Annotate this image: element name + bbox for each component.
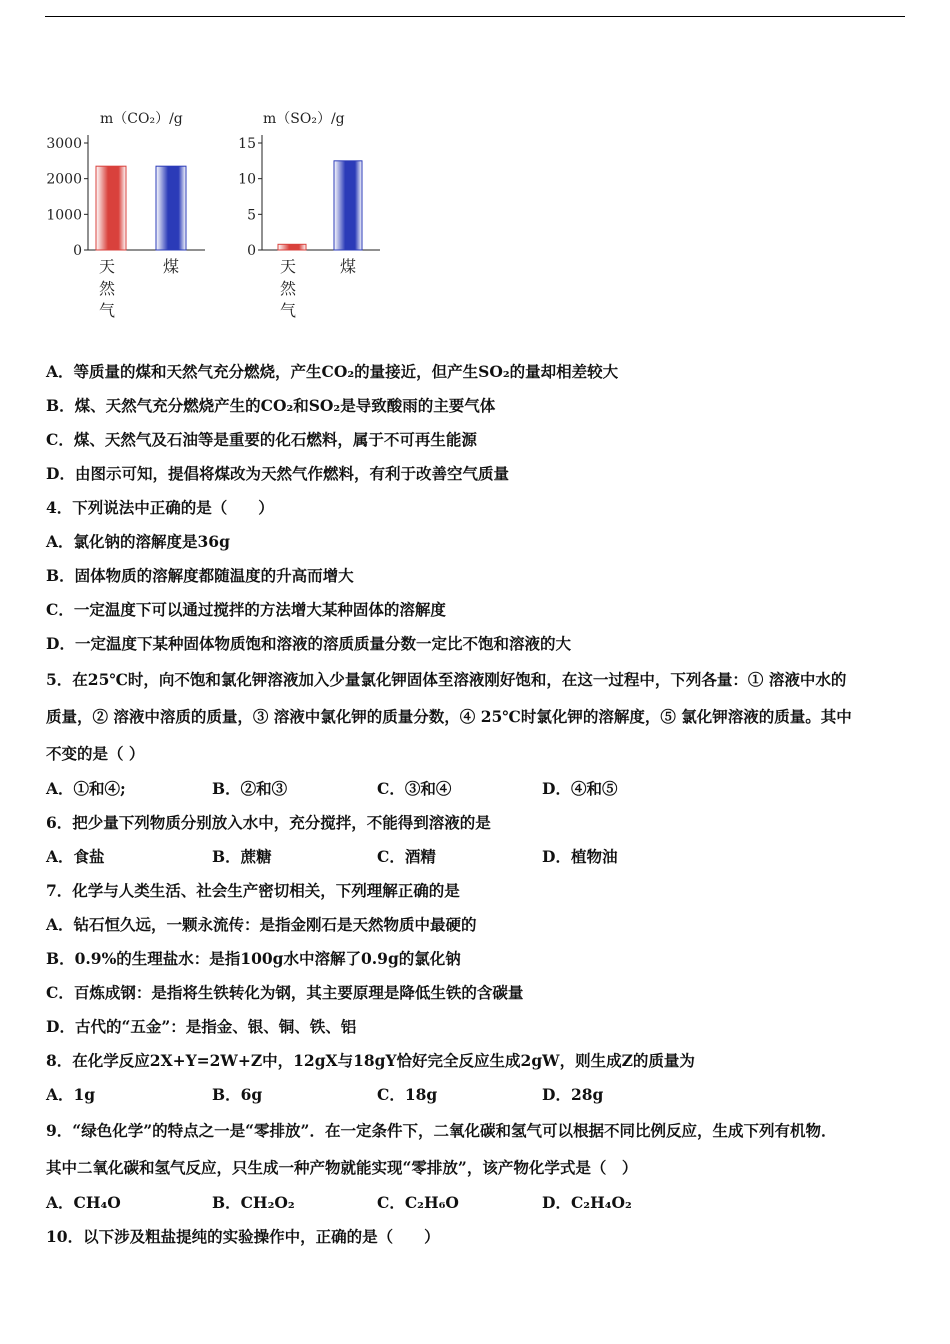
chart1-bar-1: [96, 166, 126, 250]
q6-option-a: A．食盐: [46, 847, 105, 866]
q6-option-b: B．蔗糖: [212, 847, 272, 866]
q5-stem-line1: 5．在25℃时，向不饱和氯化钾溶液加入少量氯化钾固体至溶液刚好饱和，在这一过程中，下列各量：① 溶液中水的: [46, 670, 847, 689]
bar-charts-svg: [0, 95, 400, 335]
chart1-category-label: 煤: [162, 257, 180, 276]
chart2-bar-2: [334, 161, 362, 250]
q8-option-b: B．6g: [212, 1085, 263, 1104]
q9-options: [46, 1186, 906, 1220]
chart1-tick-label: 0: [73, 243, 82, 259]
q7-option-c: C．百炼成钢：是指将生铁转化为钢，其主要原理是降低生铁的含碳量: [46, 983, 524, 1002]
chart1-ylabel: m（CO₂）/g: [100, 111, 183, 127]
q4-option-d: D．一定温度下某种固体物质饱和溶液的溶质质量分数一定比不饱和溶液的大: [46, 634, 571, 653]
chart1-category-label: 天然气: [98, 257, 116, 320]
chart2-tick-label: 15: [238, 136, 256, 152]
q8-option-a: A．1g: [46, 1085, 96, 1104]
q5-option-b: B．②和③: [212, 779, 288, 798]
q9-stem-line1: 9．“绿色化学”的特点之一是“零排放”．在一定条件下，二氧化碳和氢气可以根据不同比例反应，生成下列有机物．: [46, 1121, 837, 1140]
emission-charts: [0, 95, 400, 335]
q9-option-d: D．C₂H₄O₂: [542, 1193, 632, 1212]
q5-options: [46, 772, 906, 806]
q6-stem: 6．把少量下列物质分别放入水中，充分搅拌，不能得到溶液的是: [46, 813, 491, 832]
chart1-tick-label: 1000: [46, 207, 82, 224]
chart2-tick-label: 0: [247, 243, 256, 259]
q8-stem: 8．在化学反应2X+Y=2W+Z中，12gX与18gY恰好完全反应生成2gW，则生成Z的质量为: [46, 1051, 695, 1070]
q8-option-d: D．28g: [542, 1085, 604, 1104]
chart2-bar-1: [278, 244, 306, 250]
q4-option-c: C．一定温度下可以通过搅拌的方法增大某种固体的溶解度: [46, 600, 446, 619]
q7-option-d: D．古代的“五金”：是指金、银、铜、铁、铝: [46, 1017, 357, 1036]
q7-option-b: B．0.9%的生理盐水：是指100g水中溶解了0.9g的氯化钠: [46, 949, 461, 968]
q8-options: [46, 1078, 906, 1112]
q3-option-d: D．由图示可知，提倡将煤改为天然气作燃料，有利于改善空气质量: [46, 464, 509, 483]
q5-option-a: A．①和④;: [46, 779, 126, 798]
q4-stem: 4．下列说法中正确的是（ ）: [46, 498, 274, 517]
q4-option-a: A．氯化钠的溶解度是36g: [46, 532, 230, 551]
q6-option-c: C．酒精: [377, 847, 436, 866]
q7-stem: 7．化学与人类生活、社会生产密切相关，下列理解正确的是: [46, 881, 460, 900]
chart2-category-label: 天然气: [279, 257, 297, 320]
header-rule: [45, 16, 905, 17]
q9-option-c: C．C₂H₆O: [377, 1193, 459, 1212]
chart2-tick-label: 5: [247, 207, 256, 224]
chart1-tick-label: 3000: [46, 136, 82, 152]
q9-stem-line2: 其中二氧化碳和氢气反应，只生成一种产物就能实现“零排放”，该产物化学式是（ ）: [46, 1158, 638, 1177]
chart1-tick-label: 2000: [46, 171, 82, 188]
q3-option-c: C．煤、天然气及石油等是重要的化石燃料，属于不可再生能源: [46, 430, 477, 449]
q8-option-c: C．18g: [377, 1085, 438, 1104]
q6-option-d: D．植物油: [542, 847, 618, 866]
q6-options: [46, 840, 906, 874]
q5-option-c: C．③和④: [377, 779, 452, 798]
question-list: [46, 355, 906, 1254]
q9-option-b: B．CH₂O₂: [212, 1193, 295, 1212]
chart2-category-label: 煤: [339, 257, 357, 276]
q5-stem-line2: 质量，② 溶液中溶质的质量，③ 溶液中氯化钾的质量分数，④ 25℃时氯化钾的溶解度，⑤ 氯化钾溶液的质量。其中: [46, 707, 852, 726]
chart2-tick-label: 10: [238, 171, 256, 188]
q3-option-b: B．煤、天然气充分燃烧产生的CO₂和SO₂是导致酸雨的主要气体: [46, 396, 496, 415]
q7-option-a: A．钻石恒久远，一颗永流传：是指金刚石是天然物质中最硬的: [46, 915, 477, 934]
chart1-bar-2: [156, 166, 186, 250]
q5-option-d: D．④和⑤: [542, 779, 618, 798]
q10-stem: 10．以下涉及粗盐提纯的实验操作中，正确的是（ ）: [46, 1227, 440, 1246]
q4-option-b: B．固体物质的溶解度都随温度的升高而增大: [46, 566, 354, 585]
q3-option-a: A．等质量的煤和天然气充分燃烧，产生CO₂的量接近，但产生SO₂的量却相差较大: [46, 362, 619, 381]
q9-option-a: A．CH₄O: [46, 1193, 121, 1212]
chart2-ylabel: m（SO₂）/g: [263, 111, 345, 127]
q5-stem-line3: 不变的是（ ）: [46, 744, 145, 763]
